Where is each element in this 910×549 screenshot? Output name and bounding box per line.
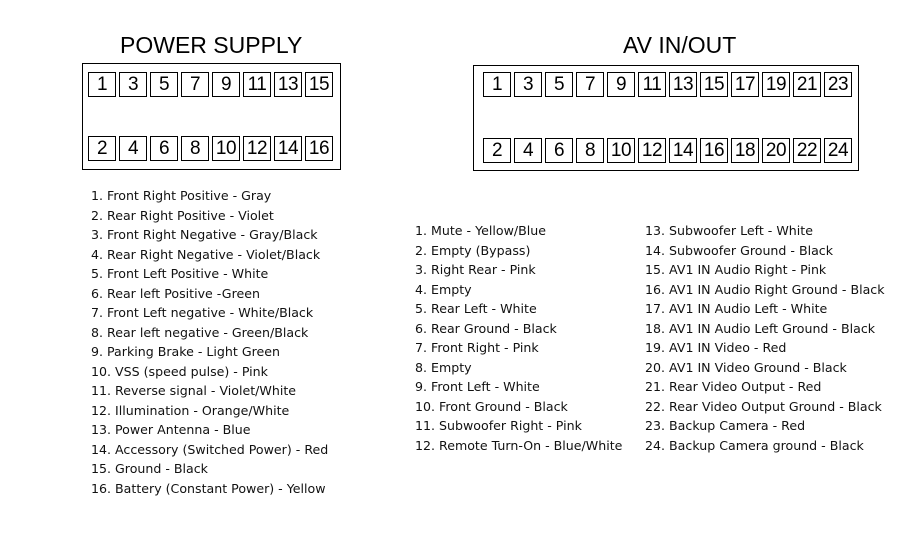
list-item: 19. AV1 IN Video - Red	[645, 340, 787, 355]
power-pin-16: 16	[305, 136, 333, 161]
power-supply-title: POWER SUPPLY	[120, 32, 303, 58]
av-pin-12: 12	[638, 138, 666, 163]
list-item: 2. Empty (Bypass)	[415, 242, 531, 258]
list-item: 16. AV1 IN Audio Right Ground - Black	[645, 281, 885, 297]
power-pin-6: 6	[150, 136, 178, 161]
power-supply-wire-list	[91, 186, 328, 498]
power-pin-1: 1	[88, 72, 116, 97]
av-pin-23: 23	[824, 72, 852, 97]
list-item: 1. Front Right Positive - Gray	[91, 188, 272, 203]
list-item: 14. Accessory (Switched Power) - Red	[91, 441, 329, 457]
list-item: 15. Ground - Black	[91, 461, 208, 476]
power-pin-3: 3	[119, 72, 147, 97]
list-item: 7. Front Right - Pink	[415, 340, 539, 355]
list-item: 13. Power Antenna - Blue	[91, 422, 251, 437]
list-item: 23. Backup Camera - Red	[645, 418, 806, 433]
av-pin-1: 1	[483, 72, 511, 97]
av-wire-list-left	[415, 221, 622, 455]
power-pin-4: 4	[119, 136, 147, 161]
av-pin-18: 18	[731, 138, 759, 163]
av-pin-16: 16	[700, 138, 728, 163]
list-item: 5. Front Left Positive - White	[91, 266, 269, 281]
power-pin-8: 8	[181, 136, 209, 161]
list-item: 2. Rear Right Positive - Violet	[91, 207, 274, 223]
av-pin-15: 15	[700, 72, 728, 97]
list-item: 5. Rear Left - White	[415, 301, 537, 316]
av-pin-20: 20	[762, 138, 790, 163]
av-pin-5: 5	[545, 72, 573, 97]
list-item: 7. Front Left negative - White/Black	[91, 305, 314, 320]
av-pin-17: 17	[731, 72, 759, 97]
list-item: 6. Rear Ground - Black	[415, 320, 557, 336]
av-pin-6: 6	[545, 138, 573, 163]
list-item: 11. Reverse signal - Violet/White	[91, 383, 297, 398]
power-pin-12: 12	[243, 136, 271, 161]
list-item: 18. AV1 IN Audio Left Ground - Black	[645, 320, 876, 336]
list-item: 9. Parking Brake - Light Green	[91, 344, 280, 359]
av-pin-4: 4	[514, 138, 542, 163]
av-pin-19: 19	[762, 72, 790, 97]
list-item: 10. Front Ground - Black	[415, 398, 568, 414]
list-item: 13. Subwoofer Left - White	[645, 223, 813, 238]
list-item: 12. Illumination - Orange/White	[91, 402, 290, 418]
list-item: 8. Empty	[415, 359, 472, 375]
av-pin-2: 2	[483, 138, 511, 163]
list-item: 8. Rear left negative - Green/Black	[91, 324, 309, 340]
power-pin-9: 9	[212, 72, 240, 97]
av-in-out-title: AV IN/OUT	[623, 32, 737, 58]
power-top-pin-row	[88, 72, 336, 97]
power-pin-11: 11	[243, 72, 271, 97]
av-pin-14: 14	[669, 138, 697, 163]
power-pin-7: 7	[181, 72, 209, 97]
list-item: 15. AV1 IN Audio Right - Pink	[645, 262, 827, 277]
list-item: 1. Mute - Yellow/Blue	[415, 223, 546, 238]
av-pin-8: 8	[576, 138, 604, 163]
list-item: 22. Rear Video Output Ground - Black	[645, 398, 882, 414]
power-pin-10: 10	[212, 136, 240, 161]
power-pin-5: 5	[150, 72, 178, 97]
list-item: 17. AV1 IN Audio Left - White	[645, 301, 828, 316]
list-item: 24. Backup Camera ground - Black	[645, 437, 864, 453]
av-pin-21: 21	[793, 72, 821, 97]
list-item: 11. Subwoofer Right - Pink	[415, 418, 582, 433]
av-wire-list-right	[645, 221, 885, 455]
av-bottom-pin-row	[483, 138, 855, 163]
power-pin-2: 2	[88, 136, 116, 161]
list-item: 9. Front Left - White	[415, 379, 540, 394]
av-pin-11: 11	[638, 72, 666, 97]
av-pin-3: 3	[514, 72, 542, 97]
list-item: 14. Subwoofer Ground - Black	[645, 242, 834, 258]
list-item: 3. Right Rear - Pink	[415, 262, 536, 277]
power-bottom-pin-row	[88, 136, 336, 161]
av-pin-22: 22	[793, 138, 821, 163]
list-item: 16. Battery (Constant Power) - Yellow	[91, 480, 326, 496]
av-pin-7: 7	[576, 72, 604, 97]
list-item: 4. Rear Right Negative - Violet/Black	[91, 246, 321, 262]
av-pin-13: 13	[669, 72, 697, 97]
av-pin-24: 24	[824, 138, 852, 163]
list-item: 10. VSS (speed pulse) - Pink	[91, 363, 268, 379]
list-item: 3. Front Right Negative - Gray/Black	[91, 227, 318, 242]
list-item: 21. Rear Video Output - Red	[645, 379, 822, 394]
av-pin-9: 9	[607, 72, 635, 97]
power-pin-15: 15	[305, 72, 333, 97]
av-pin-10: 10	[607, 138, 635, 163]
power-pin-14: 14	[274, 136, 302, 161]
list-item: 4. Empty	[415, 281, 472, 297]
power-pin-13: 13	[274, 72, 302, 97]
av-top-pin-row	[483, 72, 855, 97]
list-item: 6. Rear left Positive -Green	[91, 285, 260, 301]
list-item: 20. AV1 IN Video Ground - Black	[645, 359, 847, 375]
list-item: 12. Remote Turn-On - Blue/White	[415, 437, 623, 453]
